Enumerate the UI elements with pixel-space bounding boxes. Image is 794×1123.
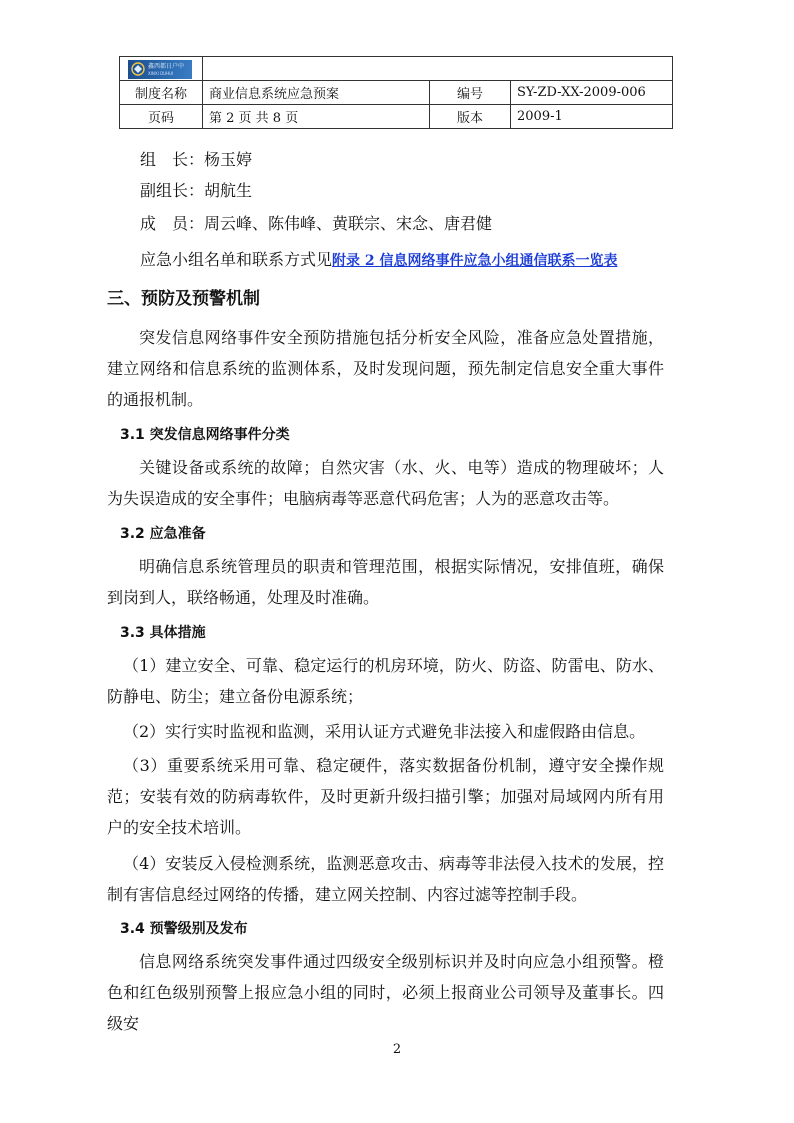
section-3-2-text: 明确信息系统管理员的职责和管理范围，根据实际情况，安排值班，确保到岗到人，联络畅通，处理及时准确。: [107, 557, 664, 607]
measure-item-1: （1）建立安全、可靠、稳定运行的机房环境，防火、防盗、防雷电、防水、防静电、防尘；建立备份电源系统；: [107, 656, 664, 706]
logo-text: 鑫西都日户中: [148, 62, 185, 70]
header-value-doc-number: SY-ZD-XX-2009-006: [511, 81, 673, 105]
section-3-2-heading: 3.2 应急准备: [120, 526, 206, 542]
section-3-4-heading: 3.4 预警级别及发布: [120, 921, 248, 937]
company-logo: [128, 60, 192, 79]
contact-prefix: 应急小组名单和联系方式见: [140, 250, 333, 269]
header-row-2: [120, 105, 673, 129]
header-value-version: 2009-1: [511, 105, 673, 129]
measure-item-4: （4）安装反入侵检测系统，监测恶意攻击、病毒等非法侵入技术的发展，控制有害信息经过网络的传播，建立网关控制、内容过滤等控制手段。: [107, 854, 664, 904]
page-number: 2: [392, 1042, 402, 1057]
document-header-table: [119, 56, 673, 129]
header-value-page: 第 2 页 共 8 页: [203, 105, 430, 129]
measure-item-3: （3）重要系统采用可靠、稳定硬件，落实数据备份机制，遵守安全操作规范；安装有效的防病毒软件，及时更新升级扫描引擎；加强对局域网内所有用户的安全技术培训。: [107, 756, 664, 837]
measure-item-2: （2）实行实时监视和监测，采用认证方式避免非法接入和虚假路由信息。: [123, 722, 646, 741]
members-line: 成 员：周云峰、陈伟峰、黄联宗、宋念、唐君健: [140, 214, 493, 233]
header-label-page: 页码: [120, 105, 203, 129]
logo-emblem-icon: [131, 62, 145, 76]
logo-cell: [120, 57, 203, 81]
section-3-1-heading: 3.1 突发信息网络事件分类: [120, 427, 290, 443]
header-label-version: 版本: [430, 105, 511, 129]
section-3-intro: 突发信息网络事件安全预防措施包括分析安全风险，准备应急处置措施，建立网络和信息系统的监测体系，及时发现问题，预先制定信息安全重大事件的通报机制。: [107, 328, 664, 409]
section-3-1-text: 关键设备或系统的故障；自然灾害（水、火、电等）造成的物理破坏；人为失误造成的安全事件；电脑病毒等恶意代码危害；人为的恶意攻击等。: [107, 458, 664, 508]
contact-line: [140, 250, 618, 271]
header-label-doc-name: 制度名称: [120, 81, 203, 105]
header-row-1: [120, 81, 673, 105]
logo-row-empty-cell: [203, 57, 673, 81]
header-label-doc-number: 编号: [430, 81, 511, 105]
deputy-leader-line: 副组长：胡航生: [140, 181, 253, 200]
logo-subtext: XINXI DUHUI: [148, 70, 174, 76]
section-3-3-heading: 3.3 具体措施: [120, 625, 206, 641]
section-3-4-text: 信息网络系统突发事件通过四级安全级别标识并及时向应急小组预警。橙色和红色级别预警上报应急小组的同时，必须上报商业公司领导及董事长。四级安: [107, 952, 664, 1033]
section-3-heading: 三、预防及预警机制: [107, 289, 260, 309]
group-leader-line: 组 长：杨玉婷: [140, 150, 253, 169]
appendix-2-link[interactable]: 附录 2 信息网络事件应急小组通信联系一览表: [332, 253, 618, 269]
header-logo-row: [120, 57, 673, 81]
header-value-doc-name: 商业信息系统应急预案: [203, 81, 430, 105]
